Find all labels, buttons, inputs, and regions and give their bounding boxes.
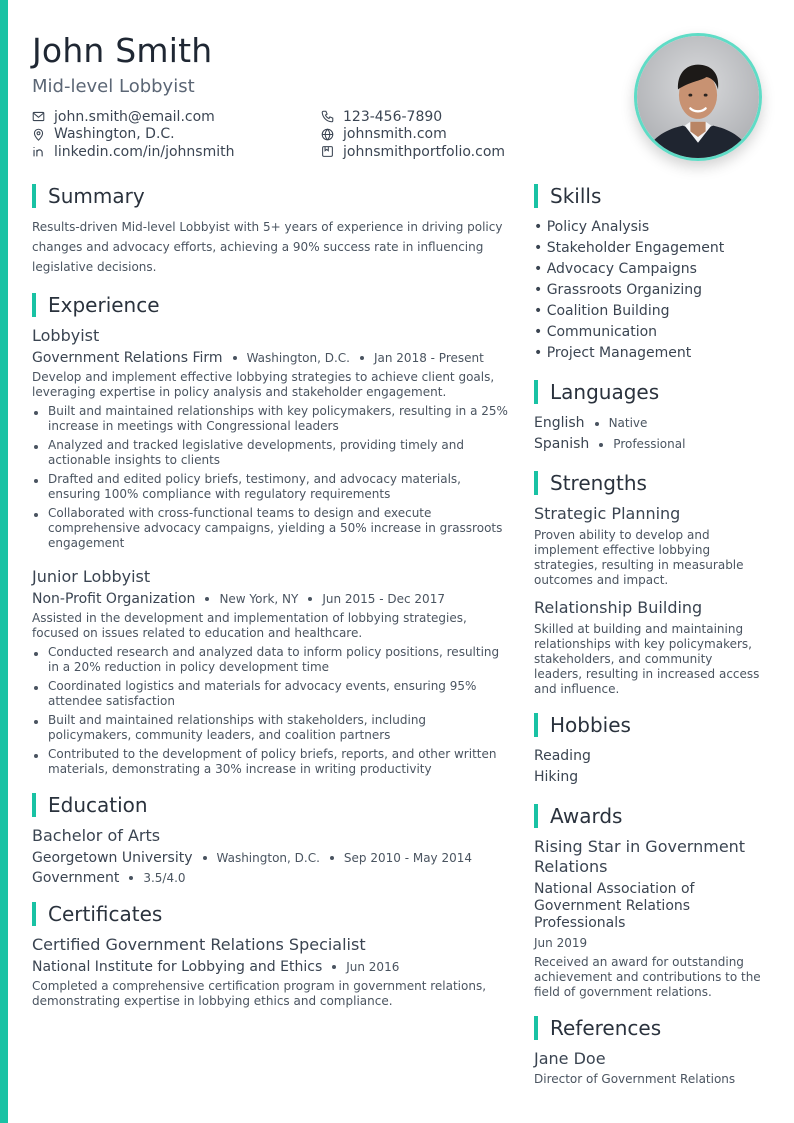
certificates-heading	[32, 902, 512, 926]
skill-item: • Stakeholder Engagement	[534, 240, 725, 256]
separator-dot	[360, 356, 364, 360]
heading-accent	[534, 380, 538, 404]
strength-description: Skilled at building and maintaining relationships with key policymakers, stakeholders, and community leaders, resulting in increased access and influence.	[534, 622, 760, 696]
envelope-icon	[32, 110, 45, 123]
references-heading	[534, 1016, 764, 1040]
certificate-name: Certified Government Relations Specialist	[32, 935, 366, 954]
phone-text: 123-456-7890	[343, 108, 443, 125]
heading-accent	[534, 1016, 538, 1040]
reference-name: Jane Doe	[534, 1049, 606, 1068]
education-title: Education	[48, 793, 148, 817]
contact-location	[32, 126, 321, 144]
separator-dot	[595, 422, 599, 426]
experience-title: Experience	[48, 293, 160, 317]
separator-dot	[599, 443, 603, 447]
linkedin-text: linkedin.com/in/johnsmith	[54, 143, 235, 160]
skill-item: • Coalition Building	[534, 303, 670, 319]
certificate-meta	[32, 959, 512, 975]
resume-header	[32, 30, 592, 161]
hobby-item: Reading	[534, 748, 591, 764]
hobbies-title: Hobbies	[550, 713, 631, 737]
main-column	[32, 184, 512, 1025]
heading-accent	[534, 713, 538, 737]
education-field-row	[32, 870, 512, 886]
award-title: Rising Star in Government Relations	[534, 837, 746, 876]
achievement-item: Contributed to the development of policy briefs, reports, and other written materials, demonstrating a 30% increase in writing productivity	[32, 747, 512, 777]
separator-dot	[330, 856, 334, 860]
heading-accent	[534, 184, 538, 208]
contact-phone[interactable]	[321, 108, 571, 126]
skill-item: • Communication	[534, 324, 658, 340]
job-description: Assisted in the development and implementation of lobbying strategies, focused on issues related to education and healthcare.	[32, 611, 467, 640]
job-organization: Non-Profit Organization	[32, 591, 196, 607]
candidate-title: Mid-level Lobbyist	[32, 76, 195, 97]
languages-title: Languages	[550, 380, 660, 404]
skill-item: • Grassroots Organizing	[534, 282, 703, 298]
heading-accent	[32, 793, 36, 817]
strengths-title: Strengths	[550, 471, 647, 495]
language-level: Professional	[613, 437, 686, 451]
strengths-heading	[534, 471, 764, 495]
award-date: Jun 2019	[534, 936, 588, 950]
separator-dot	[233, 356, 237, 360]
language-item	[534, 434, 764, 455]
achievement-item: Drafted and edited policy briefs, testimony, and advocacy materials, ensuring 100% compliance with regulatory requirements	[32, 472, 512, 502]
separator-dot	[332, 965, 336, 969]
skill-item: • Advocacy Campaigns	[534, 261, 697, 277]
summary-text: Results-driven Mid-level Lobbyist with 5+ years of experience in driving policy changes and advocacy efforts, achieving a 90% success rate in influencing legislative decisions.	[32, 220, 503, 274]
job-organization: Government Relations Firm	[32, 350, 223, 366]
heading-accent	[32, 293, 36, 317]
reference-role: Director of Government Relations	[534, 1072, 736, 1086]
linkedin-icon	[32, 145, 45, 158]
education-dates: Sep 2010 - May 2014	[343, 851, 472, 865]
language-name: English	[534, 415, 585, 431]
languages-heading	[534, 380, 764, 404]
language-name: Spanish	[534, 436, 590, 452]
award-item	[534, 837, 764, 1000]
strength-title: Relationship Building	[534, 598, 703, 617]
school-location: Washington, D.C.	[216, 851, 320, 865]
strength-item	[534, 598, 764, 697]
gpa: 3.5/4.0	[143, 871, 186, 885]
strength-item	[534, 504, 764, 588]
job-dates: Jan 2018 - Present	[373, 351, 484, 365]
heading-accent	[534, 471, 538, 495]
heading-accent	[534, 804, 538, 828]
website-text: johnsmith.com	[343, 126, 447, 143]
certificates-title: Certificates	[48, 902, 163, 926]
strength-title: Strategic Planning	[534, 504, 681, 523]
job-meta	[32, 350, 512, 366]
school-name: Georgetown University	[32, 850, 193, 866]
award-description: Received an award for outstanding achievement and contributions to the field of government relations.	[534, 955, 761, 999]
separator-dot	[129, 876, 133, 880]
separator-dot	[308, 597, 312, 601]
job-dates: Jun 2015 - Dec 2017	[322, 592, 445, 606]
heading-accent	[32, 902, 36, 926]
contact-website[interactable]	[321, 126, 571, 144]
hobbies-list	[534, 746, 764, 788]
job-location: Washington, D.C.	[246, 351, 350, 365]
job-meta	[32, 591, 512, 607]
accent-bar	[0, 0, 8, 1123]
separator-dot	[203, 856, 207, 860]
globe-icon	[321, 128, 334, 141]
skills-heading	[534, 184, 764, 208]
portfolio-text: johnsmithportfolio.com	[343, 143, 506, 160]
skill-item: • Policy Analysis	[534, 219, 650, 235]
certificate-item	[32, 935, 512, 1009]
language-level: Native	[608, 416, 648, 430]
language-item	[534, 413, 764, 434]
job-title: Lobbyist	[32, 326, 100, 345]
skills-list	[534, 217, 764, 364]
heading-accent	[32, 184, 36, 208]
location-pin-icon	[32, 128, 45, 141]
job-location: New York, NY	[219, 592, 299, 606]
side-column	[534, 184, 764, 1102]
strength-description: Proven ability to develop and implement effective lobbying strategies, resulting in measurable outcomes and impact.	[534, 528, 744, 587]
achievement-item: Built and maintained relationships with key policymakers, resulting in a 25% increase in meetings with Congressional leaders	[32, 404, 512, 434]
experience-item	[32, 326, 512, 551]
achievement-item: Collaborated with cross-functional teams to design and execute comprehensive advocacy campaigns, yielding a 50% increase in grassroots engagement	[32, 506, 512, 551]
certificate-description: Completed a comprehensive certification program in government relations, demonstrating expertise in lobbying ethics and compliance.	[32, 979, 487, 1008]
job-description: Develop and implement effective lobbying strategies to achieve client goals, leveraging expertise in policy analysis and stakeholder engagement.	[32, 370, 495, 399]
job-achievements	[32, 404, 512, 551]
education-meta	[32, 850, 512, 866]
portfolio-icon	[321, 145, 334, 158]
summary-title: Summary	[48, 184, 145, 208]
certificate-issuer: National Institute for Lobbying and Ethics	[32, 959, 323, 975]
experience-heading	[32, 293, 512, 317]
education-heading	[32, 793, 512, 817]
hobbies-heading	[534, 713, 764, 737]
experience-item	[32, 567, 512, 777]
contact-portfolio[interactable]	[321, 143, 571, 161]
awards-heading	[534, 804, 764, 828]
profile-photo	[634, 33, 762, 161]
contact-list	[32, 108, 592, 161]
education-item	[32, 826, 512, 886]
phone-icon	[321, 110, 334, 123]
contact-email[interactable]	[32, 108, 321, 126]
achievement-item: Analyzed and tracked legislative developments, providing timely and actionable insights to clients	[32, 438, 512, 468]
job-achievements	[32, 645, 512, 777]
awards-title: Awards	[550, 804, 623, 828]
hobby-item: Hiking	[534, 769, 579, 785]
contact-linkedin[interactable]	[32, 143, 321, 161]
job-title: Junior Lobbyist	[32, 567, 151, 586]
profile-photo-image	[637, 36, 759, 158]
achievement-item: Conducted research and analyzed data to inform policy positions, resulting in a 20% reduction in policy development time	[32, 645, 512, 675]
award-organization: National Association of Government Relations Professionals	[534, 881, 695, 931]
reference-item	[534, 1049, 764, 1086]
achievement-item: Built and maintained relationships with stakeholders, including policymakers, community leaders, and coalition partners	[32, 713, 512, 743]
summary-heading	[32, 184, 512, 208]
achievement-item: Coordinated logistics and materials for advocacy events, ensuring 95% attendee satisfaction	[32, 679, 512, 709]
location-text: Washington, D.C.	[54, 126, 175, 143]
separator-dot	[205, 597, 209, 601]
certificate-date: Jun 2016	[346, 960, 400, 974]
skills-title: Skills	[550, 184, 602, 208]
field-of-study: Government	[32, 870, 120, 886]
languages-list	[534, 413, 764, 455]
candidate-name: John Smith	[32, 31, 213, 70]
degree: Bachelor of Arts	[32, 826, 161, 845]
skill-item: • Project Management	[534, 345, 692, 361]
references-title: References	[550, 1016, 662, 1040]
email-text: john.smith@email.com	[54, 108, 215, 125]
